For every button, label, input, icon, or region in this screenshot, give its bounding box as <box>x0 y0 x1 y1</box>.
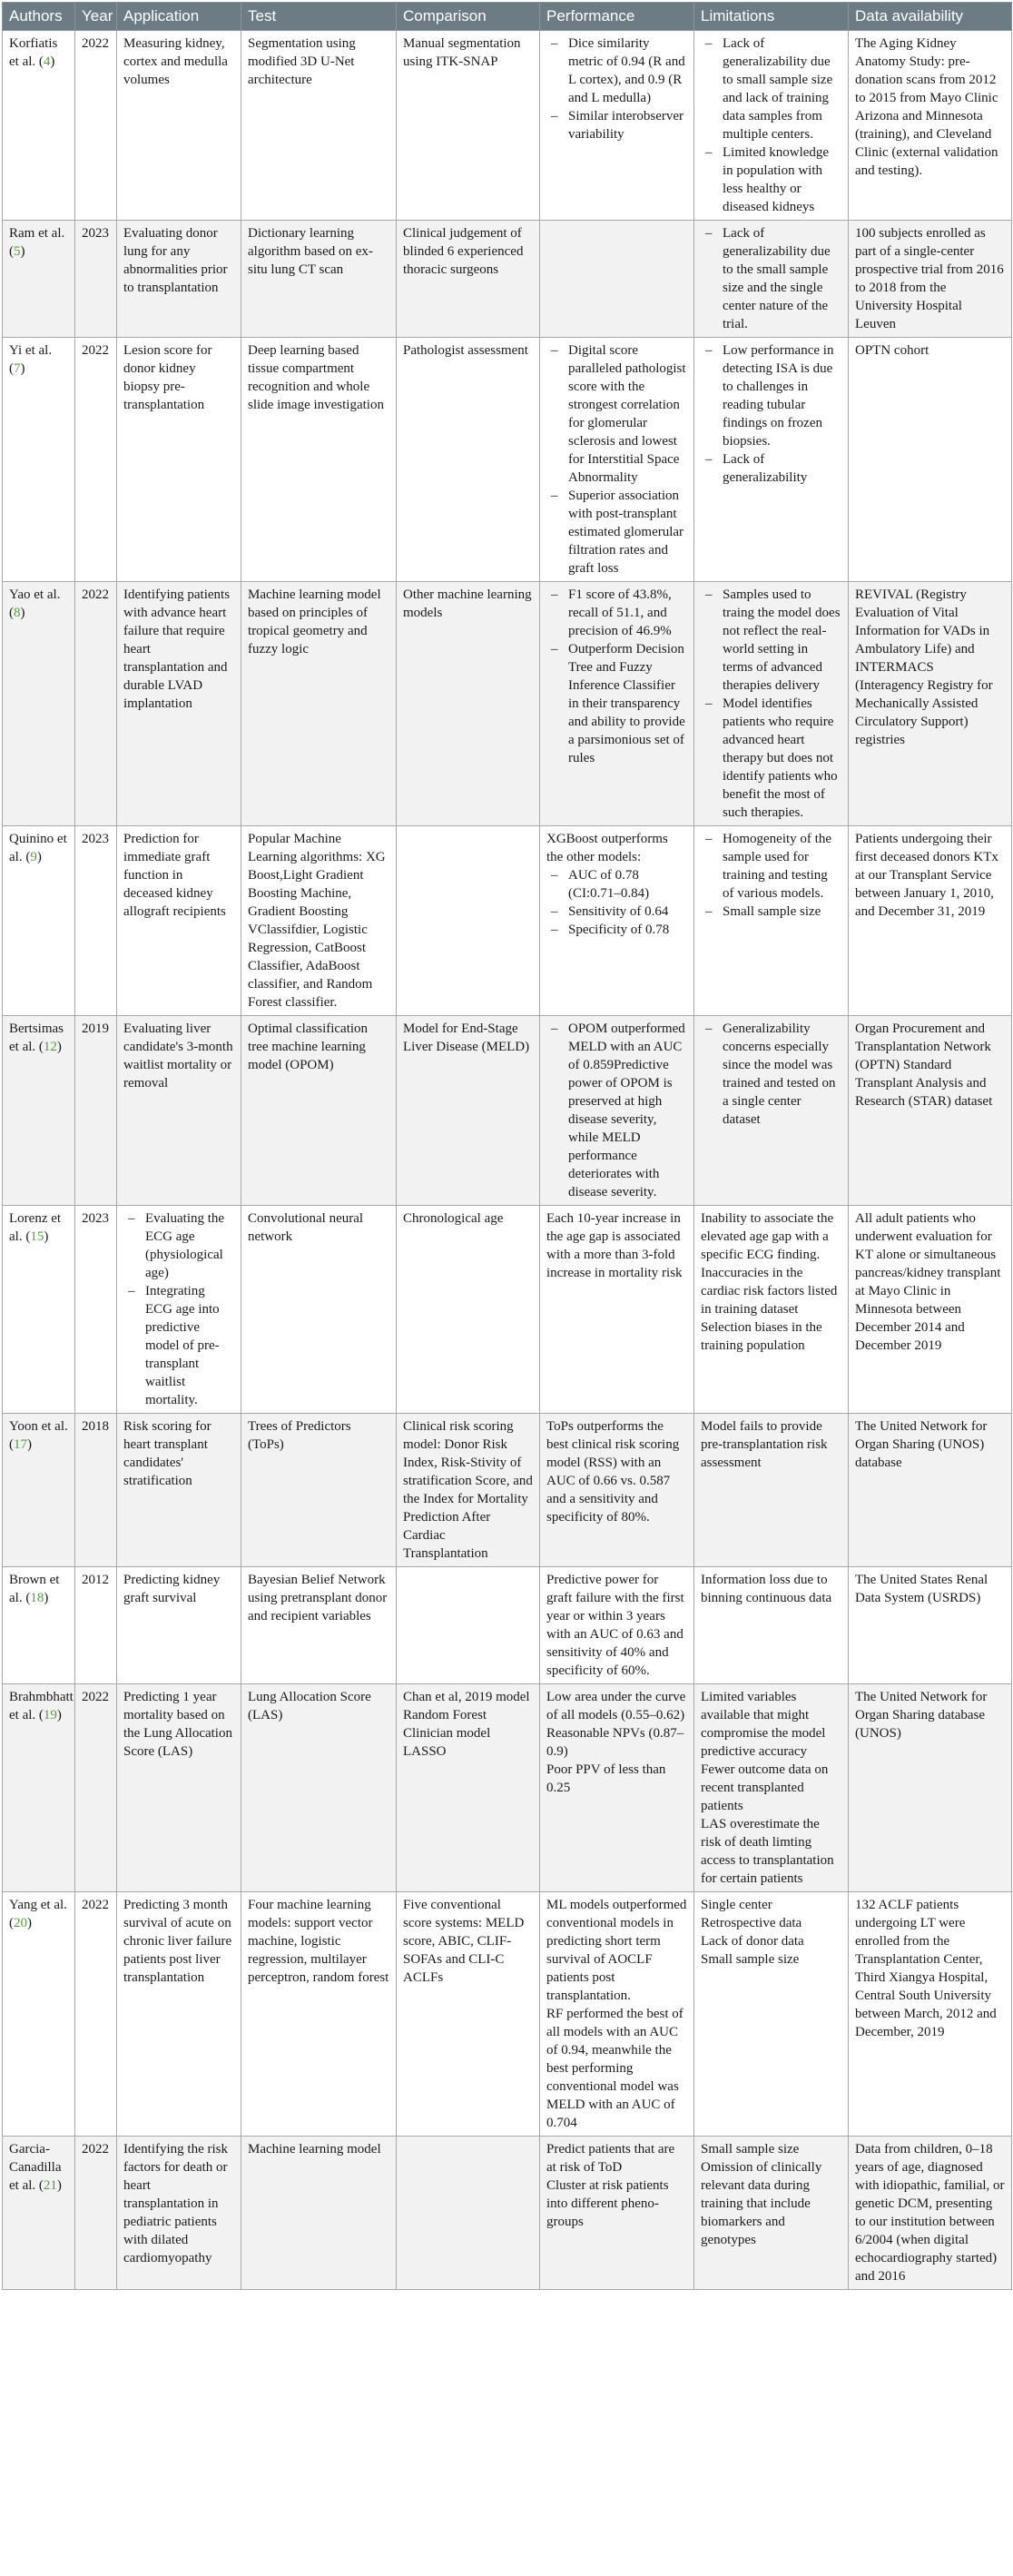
table-row <box>3 2137 1012 2290</box>
cell-line: ML models outperformed conventional models in predicting short term survival of AOCLF patients post transplantation. <box>546 1898 687 2003</box>
cell-performance <box>540 826 694 1016</box>
citation-link[interactable]: 17 <box>14 1437 27 1452</box>
cell-limitations <box>694 1892 849 2137</box>
cell-line: RF performed the best of all models with an AUC of 0.94, meanwhile the best performing conventional model was MELD with an AUC of 0.704 <box>546 2007 684 2130</box>
cell-comparison <box>397 1567 540 1684</box>
cell-year: 2019 <box>75 1016 117 1206</box>
header-row <box>3 3 1012 31</box>
cell-authors: Yao et al. (8) <box>3 582 75 826</box>
cell-line: Cluster at risk patients into different pheno-groups <box>546 2178 669 2229</box>
cell-data-availability: 132 ACLF patients undergoing LT were enrolled from the Transplantation Center, Third Xiangya Hospital, Central South University between March, 2012 and December, 2019 <box>849 1892 1012 2137</box>
cell-line: Fewer outcome data on recent transplanted patients <box>701 1762 829 1813</box>
cell-line: Retrospective data <box>701 1916 802 1930</box>
cell-year: 2018 <box>75 1414 117 1567</box>
table-body <box>3 31 1012 2290</box>
cell-application: Measuring kidney, cortex and medulla volumes <box>117 31 241 221</box>
bullet-list <box>701 341 841 487</box>
cell-year: 2022 <box>75 2137 117 2290</box>
cell-line: Small sample size <box>701 1952 800 1967</box>
bullet-list <box>546 341 687 577</box>
table-row <box>3 582 1012 826</box>
cell-limitations <box>694 2137 849 2290</box>
bullet-item: – Sensitivity of 0.64 <box>568 903 687 921</box>
cell-test: Bayesian Belief Network using pretransplant donor and recipient variables <box>241 1567 397 1684</box>
bullet-item: – Superior association with post-transplant estimated glomerular filtration rates and graft loss <box>568 487 687 577</box>
table-row <box>3 31 1012 221</box>
cell-application: Predicting kidney graft survival <box>117 1567 241 1684</box>
cell-authors: Lorenz et al. (15) <box>3 1206 75 1414</box>
bullet-item: – Dice similarity metric of 0.94 (R and L cortex), and 0.9 (R and L medulla) <box>568 35 687 107</box>
cell-line: Inability to associate the elevated age gap with a specific ECG finding. <box>701 1211 834 1262</box>
citation-link[interactable]: 4 <box>43 54 51 69</box>
cell-data-availability: Data from children, 0–18 years of age, diagnosed with idiopathic, familial, or genetic DCM, presenting to our institution between 6/2004 (when digital echocardiography started) and 2016 <box>849 2137 1012 2290</box>
cell-comparison: Five conventional score systems: MELD score, ABIC, CLIF-SOFAs and CLI-C ACLFs <box>397 1892 540 2137</box>
cell-performance <box>540 31 694 221</box>
bullet-list <box>123 1209 234 1409</box>
cell-limitations <box>694 1684 849 1892</box>
cell-year: 2012 <box>75 1567 117 1684</box>
table-row <box>3 826 1012 1016</box>
header-application: Application <box>117 3 241 31</box>
cell-year: 2022 <box>75 338 117 582</box>
citation-link[interactable]: 18 <box>30 1591 44 1605</box>
cell-data-availability: The United States Renal Data System (USRDS) <box>849 1567 1012 1684</box>
cell-authors: Yi et al. (7) <box>3 338 75 582</box>
cell-performance <box>540 582 694 826</box>
cell-test: Optimal classification tree machine learning model (OPOM) <box>241 1016 397 1206</box>
bullet-item: – Limited knowledge in population with less healthy or diseased kidneys <box>723 143 841 216</box>
cell-comparison <box>397 2137 540 2290</box>
cell-application: Predicting 1 year mortality based on the Lung Allocation Score (LAS) <box>117 1684 241 1892</box>
cell-performance: Predictive power for graft failure with the first year or within 3 years with an AUC of 0.63 and sensitivity of 40% and specificity of 60%. <box>540 1567 694 1684</box>
cell-test: Machine learning model based on principles of tropical geometry and fuzzy logic <box>241 582 397 826</box>
cell-authors: Yoon et al. (17) <box>3 1414 75 1567</box>
cell-application: Identifying the risk factors for death or heart transplantation in pediatric patients with dilated cardiomyopathy <box>117 2137 241 2290</box>
bullet-item: – Specificity of 0.78 <box>568 921 687 939</box>
cell-year: 2022 <box>75 582 117 826</box>
cell-line: LAS overestimate the risk of death limting access to transplantation for certain patients <box>701 1817 834 1886</box>
cell-line: Random Forest <box>403 1708 487 1722</box>
bullet-item: – Low performance in detecting ISA is due to challenges in reading tubular findings on frozen biopsies. <box>723 341 841 450</box>
header-authors: Authors <box>3 3 75 31</box>
cell-limitations <box>694 826 849 1016</box>
cell-test: Segmentation using modified 3D U-Net architecture <box>241 31 397 221</box>
cell-performance: Each 10-year increase in the age gap is associated with a more than 3-fold increase in mortality risk <box>540 1206 694 1414</box>
citation-link[interactable]: 15 <box>30 1229 44 1244</box>
cell-limitations <box>694 31 849 221</box>
cell-limitations: Model fails to provide pre-transplantation risk assessment <box>694 1414 849 1567</box>
bullet-list <box>701 586 841 822</box>
table-row <box>3 221 1012 338</box>
cell-limitations <box>694 1206 849 1414</box>
cell-performance <box>540 2137 694 2290</box>
cell-comparison <box>397 1684 540 1892</box>
cell-test: Dictionary learning algorithm based on ex-situ lung CT scan <box>241 221 397 338</box>
cell-comparison: Clinical judgement of blinded 6 experienced thoracic surgeons <box>397 221 540 338</box>
cell-test: Deep learning based tissue compartment recognition and whole slide image investigation <box>241 338 397 582</box>
cell-year: 2023 <box>75 221 117 338</box>
cell-application: Lesion score for donor kidney biopsy pre-transplantation <box>117 338 241 582</box>
citation-link[interactable]: 19 <box>43 1708 57 1722</box>
cell-application <box>117 1206 241 1414</box>
bullet-list <box>546 1020 687 1201</box>
cell-test: Trees of Predictors (ToPs) <box>241 1414 397 1567</box>
cell-authors: Korfiatis et al. (4) <box>3 31 75 221</box>
cell-application: Prediction for immediate graft function in deceased kidney allograft recipients <box>117 826 241 1016</box>
bullet-item: – Outperform Decision Tree and Fuzzy Inference Classifier in their transparency and ability to provide a parsimonious set of rules <box>568 640 687 767</box>
bullet-list <box>701 1020 841 1129</box>
cell-application: Predicting 3 month survival of acute on chronic liver failure patients post liver transplantation <box>117 1892 241 2137</box>
header-data-availability: Data availability <box>849 3 1012 31</box>
cell-performance <box>540 221 694 338</box>
cell-test: Four machine learning models: support vector machine, logistic regression, multilayer perceptron, random forest <box>241 1892 397 2137</box>
cell-performance <box>540 1016 694 1206</box>
cell-data-availability: Patients undergoing their first deceased donors KTx at our Transplant Service between January 1, 2010, and December 31, 2019 <box>849 826 1012 1016</box>
bullet-item: – Lack of generalizability <box>723 450 841 487</box>
table-row <box>3 1684 1012 1892</box>
cell-line: Small sample size <box>701 2142 800 2157</box>
cell-application: Evaluating liver candidate's 3-month waitlist mortality or removal <box>117 1016 241 1206</box>
cell-line: Omission of clinically relevant data during training that include biomarkers and genotypes <box>701 2160 822 2247</box>
bullet-item: – Evaluating the ECG age (physiological age) <box>145 1209 234 1282</box>
cell-line: Reasonable NPVs (0.87–0.9) <box>546 1726 684 1759</box>
cell-comparison <box>397 826 540 1016</box>
header-limitations: Limitations <box>694 3 849 31</box>
cell-line: Predict patients that are at risk of ToD <box>546 2142 675 2175</box>
cell-data-availability: REVIVAL (Registry Evaluation of Vital Information for VADs in Ambulatory Life) and INTERMACS (Interagency Registry for Mechanically Assisted Circulatory Support) registries <box>849 582 1012 826</box>
cell-line: Limited variables available that might compromise the model predictive accuracy <box>701 1690 826 1759</box>
cell-year: 2023 <box>75 826 117 1016</box>
cell-year: 2022 <box>75 31 117 221</box>
cell-test: Lung Allocation Score (LAS) <box>241 1684 397 1892</box>
cell-application: Risk scoring for heart transplant candidates' stratification <box>117 1414 241 1567</box>
cell-authors: Brown et al. (18) <box>3 1567 75 1684</box>
bullet-list <box>701 35 841 216</box>
bullet-list <box>546 586 687 767</box>
cell-comparison: Model for End-Stage Liver Disease (MELD) <box>397 1016 540 1206</box>
table-row <box>3 1016 1012 1206</box>
cell-limitations: Information loss due to binning continuous data <box>694 1567 849 1684</box>
header-year: Year <box>75 3 117 31</box>
cell-limitations <box>694 1016 849 1206</box>
cell-limitations <box>694 338 849 582</box>
cell-authors: Brahmbhatt et al. (19) <box>3 1684 75 1892</box>
bullet-item: – Samples used to traing the model does not reflect the real-world setting in terms of advanced therapies delivery <box>723 586 841 695</box>
bullet-item: – F1 score of 43.8%, recall of 51.1, and precision of 46.9% <box>568 586 687 640</box>
cell-authors: Quinino et al. (9) <box>3 826 75 1016</box>
cell-authors: Ram et al. (5) <box>3 221 75 338</box>
bullet-item: – Integrating ECG age into predictive model of pre-transplant waitlist mortality. <box>145 1282 234 1409</box>
cell-line: LASSO <box>403 1744 447 1759</box>
bullet-list <box>701 224 841 333</box>
cell-comparison: Pathologist assessment <box>397 338 540 582</box>
bullet-item: – AUC of 0.78 (CI:0.71–0.84) <box>568 866 687 903</box>
cell-line: Lack of donor data <box>701 1934 804 1949</box>
cell-comparison: Manual segmentation using ITK-SNAP <box>397 31 540 221</box>
cell-line: Inaccuracies in the cardiac risk factors listed in training dataset <box>701 1266 838 1317</box>
cell-limitations <box>694 221 849 338</box>
cell-test: Popular Machine Learning algorithms: XG Boost,Light Gradient Boosting Machine, Gradient Boosting VClassifdier, Logistic Regression, CatBoost Classifier, AdaBoost classifier, and Random Forest classifier. <box>241 826 397 1016</box>
bullet-list <box>546 35 687 143</box>
citation-link[interactable]: 12 <box>43 1040 57 1054</box>
citation-link[interactable]: 20 <box>14 1916 27 1930</box>
cell-line: Single center <box>701 1898 772 1912</box>
bullet-item: – OPOM outperformed MELD with an AUC of 0.859Predictive power of OPOM is preserved at high disease severity, while MELD performance deteriorates with disease severity. <box>568 1020 687 1201</box>
cell-data-availability: The United Network for Organ Sharing (UNOS) database <box>849 1414 1012 1567</box>
cell-line: Low area under the curve of all models (0.55–0.62) <box>546 1690 686 1722</box>
table-row <box>3 338 1012 582</box>
bullet-list <box>546 866 687 939</box>
citation-link[interactable]: 5 <box>14 244 21 259</box>
header-test: Test <box>241 3 397 31</box>
bullet-list <box>701 830 841 921</box>
header-comparison: Comparison <box>397 3 540 31</box>
cell-test: Machine learning model <box>241 2137 397 2290</box>
cell-performance <box>540 1684 694 1892</box>
cell-line: Selection biases in the training population <box>701 1320 822 1353</box>
bullet-item: – Small sample size <box>723 903 841 921</box>
table-row <box>3 1206 1012 1414</box>
cell-line: Poor PPV of less than 0.25 <box>546 1762 666 1795</box>
bullet-item: – Lack of generalizability due to small sample size and lack of training data samples from multiple centers. <box>723 35 841 143</box>
cell-data-availability: The Aging Kidney Anatomy Study: pre-donation scans from 2012 to 2015 from Mayo Clinic Arizona and Minnesota (training), and Cleveland Clinic (external validation and testing). <box>849 31 1012 221</box>
cell-data-availability: The United Network for Organ Sharing database (UNOS) <box>849 1684 1012 1892</box>
cell-data-availability: Organ Procurement and Transplantation Network (OPTN) Standard Transplant Analysis and Research (STAR) dataset <box>849 1016 1012 1206</box>
cell-performance <box>540 338 694 582</box>
bullet-item: – Digital score paralleled pathologist score with the strongest correlation for glomerular sclerosis and lowest for Interstitial Space Abnormality <box>568 341 687 487</box>
studies-table <box>2 2 1012 2290</box>
cell-line: Clinician model <box>403 1726 491 1741</box>
bullet-item: – Lack of generalizability due to the small sample size and the single center nature of the trial. <box>723 224 841 333</box>
cell-data-availability: All adult patients who underwent evaluation for KT alone or simultaneous pancreas/kidney transplant at Mayo Clinic in Minnesota between December 2014 and December 2019 <box>849 1206 1012 1414</box>
cell-performance: ToPs outperforms the best clinical risk scoring model (RSS) with an AUC of 0.66 vs. 0.587 and a sensitivity and specificity of 80%. <box>540 1414 694 1567</box>
cell-comparison: Chronological age <box>397 1206 540 1414</box>
bullet-item: – Homogeneity of the sample used for training and testing of various models. <box>723 830 841 903</box>
cell-comparison: Clinical risk scoring model: Donor Risk Index, Risk-Stivity of stratification Score, and the Index for Mortality Prediction After Cardiac Transplantation <box>397 1414 540 1567</box>
cell-limitations <box>694 582 849 826</box>
table-row <box>3 1414 1012 1567</box>
table-row <box>3 1892 1012 2137</box>
cell-year: 2022 <box>75 1892 117 2137</box>
cell-test: Convolutional neural network <box>241 1206 397 1414</box>
header-performance: Performance <box>540 3 694 31</box>
cell-year: 2023 <box>75 1206 117 1414</box>
cell-line: Chan et al, 2019 model <box>403 1690 530 1704</box>
bullet-item: – Model identifies patients who require advanced heart therapy but does not identify patients who benefit the most of such therapies. <box>723 695 841 822</box>
bullet-item: – Generalizability concerns especially since the model was trained and tested on a single center dataset <box>723 1020 841 1129</box>
citation-link[interactable]: 8 <box>14 606 21 620</box>
cell-authors: Yang et al. (20) <box>3 1892 75 2137</box>
cell-comparison: Other machine learning models <box>397 582 540 826</box>
cell-performance <box>540 1892 694 2137</box>
cell-intro: XGBoost outperforms the other models: <box>546 832 668 864</box>
citation-link[interactable]: 9 <box>30 850 37 864</box>
cell-application: Evaluating donor lung for any abnormalities prior to transplantation <box>117 221 241 338</box>
table-row <box>3 1567 1012 1684</box>
cell-authors: Garcia-Canadilla et al. (21) <box>3 2137 75 2290</box>
cell-year: 2022 <box>75 1684 117 1892</box>
cell-authors: Bertsimas et al. (12) <box>3 1016 75 1206</box>
cell-data-availability: OPTN cohort <box>849 338 1012 582</box>
cell-application: Identifying patients with advance heart failure that require heart transplantation and durable LVAD implantation <box>117 582 241 826</box>
citation-link[interactable]: 21 <box>43 2178 57 2193</box>
bullet-item: – Similar interobserver variability <box>568 107 687 143</box>
cell-data-availability: 100 subjects enrolled as part of a single-center prospective trial from 2016 to 2018 from the University Hospital Leuven <box>849 221 1012 338</box>
citation-link[interactable]: 7 <box>14 361 21 376</box>
